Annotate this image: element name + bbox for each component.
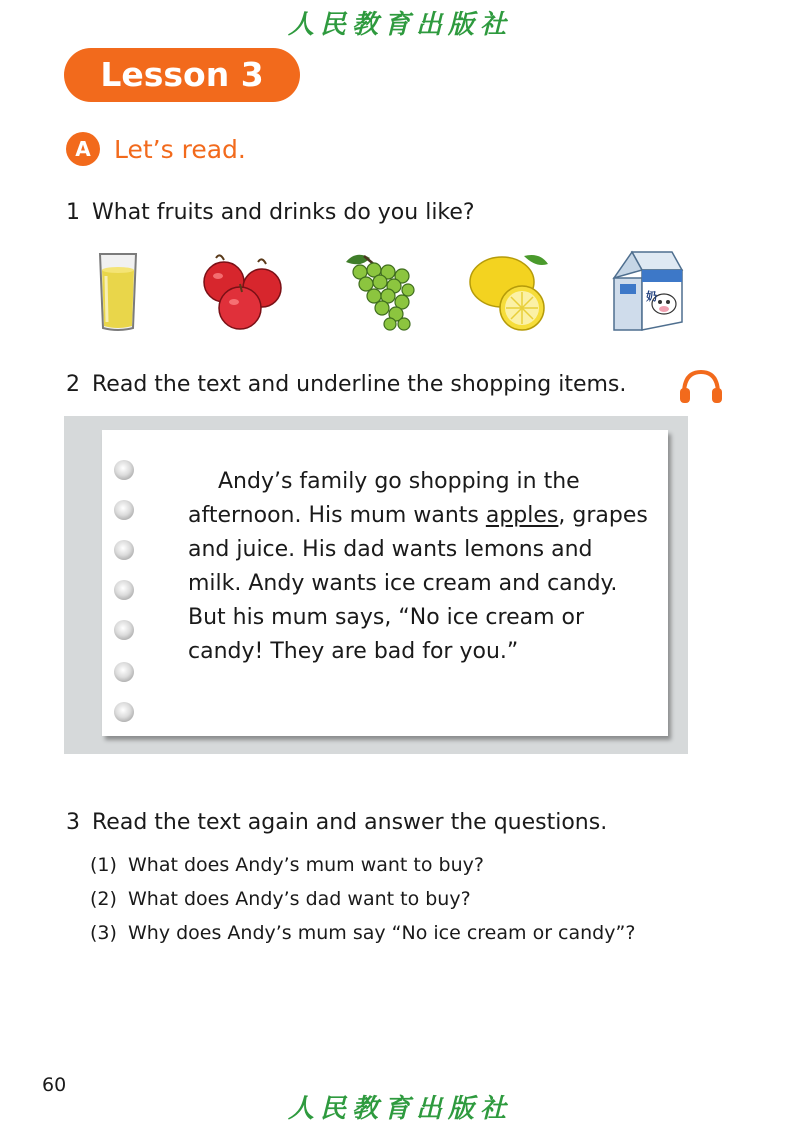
binder-ring	[114, 662, 134, 682]
milk-carton-label: 奶	[646, 290, 657, 303]
publisher-logo-top: 人民教育出版社	[287, 10, 512, 40]
section-a-header	[66, 132, 246, 166]
sub-question	[90, 888, 471, 910]
sub-question-index: (1)	[90, 854, 117, 876]
sub-question	[90, 922, 635, 944]
page-number: 60	[42, 1074, 67, 1096]
sub-question-index: (2)	[90, 888, 117, 910]
question-text: What fruits and drinks do you like?	[92, 200, 475, 225]
question-number: 2	[66, 372, 80, 397]
sub-question-text: What does Andy’s dad want to buy?	[128, 888, 471, 910]
publisher-logo-bottom: 人民教育出版社	[287, 1094, 512, 1124]
sub-question-text: Why does Andy’s mum say “No ice cream or candy”?	[128, 922, 636, 944]
sub-question-index: (3)	[90, 922, 117, 944]
milk-carton-icon	[602, 248, 692, 334]
section-title: Let’s read.	[114, 134, 246, 164]
grapes-icon	[336, 248, 426, 334]
question-3-heading	[66, 810, 607, 835]
sub-question-text: What does Andy’s mum want to buy?	[128, 854, 484, 876]
passage-text: , grapes and juice. His dad wants lemons and milk. Andy wants ice cream and candy. But his mum says, “No ice cream or candy! They are bad for you.”	[188, 503, 648, 664]
passage-text: Andy’s family go shopping in the afternoon. His mum wants	[188, 469, 580, 528]
binder-ring	[114, 500, 134, 520]
question-1-heading	[66, 200, 475, 225]
notebook-card	[102, 430, 668, 736]
section-badge: A	[66, 132, 100, 166]
apples-icon	[196, 248, 286, 334]
juice-icon	[86, 248, 176, 334]
sub-question	[90, 854, 484, 876]
lemons-icon	[464, 248, 554, 334]
question-number: 3	[66, 810, 80, 835]
binder-ring	[114, 702, 134, 722]
question-text: Read the text and underline the shopping items.	[92, 372, 627, 397]
lesson-title: Lesson 3	[64, 48, 300, 102]
headphones-icon[interactable]	[678, 368, 724, 404]
question-text: Read the text again and answer the questions.	[92, 810, 608, 835]
question-number: 1	[66, 200, 80, 225]
binder-ring	[114, 460, 134, 480]
binder-ring	[114, 580, 134, 600]
reading-panel	[64, 416, 688, 754]
reading-passage	[188, 465, 648, 669]
question-2-heading	[66, 372, 626, 397]
binder-ring	[114, 540, 134, 560]
binder-ring	[114, 620, 134, 640]
underlined-item: apples	[485, 503, 559, 528]
